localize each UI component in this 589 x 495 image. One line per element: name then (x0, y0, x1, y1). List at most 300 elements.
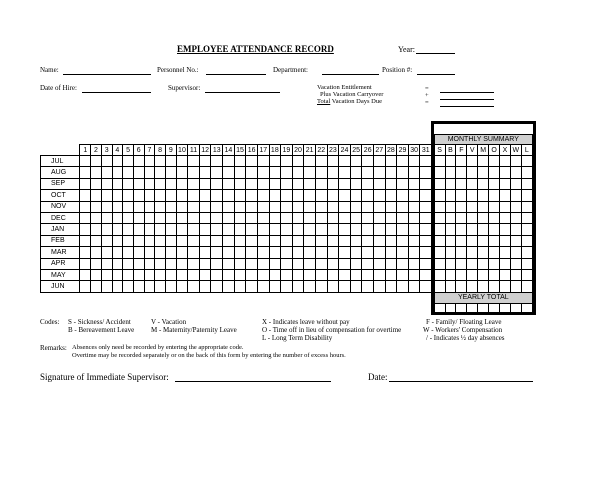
day-cell[interactable] (144, 247, 155, 258)
summary-cell[interactable] (510, 281, 521, 292)
day-cell[interactable] (223, 167, 235, 178)
day-cell[interactable] (350, 178, 362, 189)
day-cell[interactable] (362, 247, 374, 258)
day-cell[interactable] (91, 178, 102, 189)
day-cell[interactable] (281, 190, 293, 201)
day-cell[interactable] (257, 156, 269, 167)
summary-cell[interactable] (521, 281, 532, 292)
day-cell[interactable] (223, 281, 235, 292)
summary-cell[interactable] (499, 178, 510, 189)
summary-cell[interactable] (434, 224, 445, 235)
day-cell[interactable] (420, 201, 432, 212)
day-cell[interactable] (327, 269, 339, 280)
summary-cell[interactable] (510, 167, 521, 178)
day-cell[interactable] (246, 201, 258, 212)
day-cell[interactable] (199, 167, 211, 178)
day-cell[interactable] (101, 167, 112, 178)
day-cell[interactable] (91, 235, 102, 246)
summary-cell[interactable] (499, 190, 510, 201)
summary-cell[interactable] (521, 212, 532, 223)
day-cell[interactable] (362, 178, 374, 189)
hire-date-field[interactable] (82, 92, 151, 93)
day-cell[interactable] (350, 269, 362, 280)
day-cell[interactable] (155, 269, 166, 280)
day-cell[interactable] (234, 201, 246, 212)
day-cell[interactable] (199, 156, 211, 167)
day-cell[interactable] (133, 258, 144, 269)
day-cell[interactable] (144, 167, 155, 178)
department-field[interactable] (322, 74, 379, 75)
day-cell[interactable] (315, 178, 327, 189)
day-cell[interactable] (246, 235, 258, 246)
summary-cell[interactable] (456, 269, 467, 280)
day-cell[interactable] (257, 178, 269, 189)
day-cell[interactable] (420, 235, 432, 246)
day-cell[interactable] (155, 247, 166, 258)
day-cell[interactable] (385, 247, 397, 258)
summary-cell[interactable] (521, 235, 532, 246)
day-cell[interactable] (420, 269, 432, 280)
summary-cell[interactable] (467, 247, 478, 258)
summary-cell[interactable] (521, 178, 532, 189)
day-cell[interactable] (211, 258, 223, 269)
summary-cell[interactable] (456, 178, 467, 189)
day-cell[interactable] (420, 224, 432, 235)
day-cell[interactable] (211, 178, 223, 189)
day-cell[interactable] (133, 156, 144, 167)
day-cell[interactable] (246, 167, 258, 178)
day-cell[interactable] (246, 247, 258, 258)
day-cell[interactable] (397, 281, 409, 292)
day-cell[interactable] (211, 247, 223, 258)
day-cell[interactable] (176, 201, 188, 212)
day-cell[interactable] (281, 201, 293, 212)
day-cell[interactable] (269, 258, 281, 269)
day-cell[interactable] (420, 156, 432, 167)
day-cell[interactable] (374, 258, 386, 269)
summary-cell[interactable] (445, 201, 456, 212)
day-cell[interactable] (223, 201, 235, 212)
day-cell[interactable] (339, 235, 351, 246)
day-cell[interactable] (101, 156, 112, 167)
summary-cell[interactable] (499, 201, 510, 212)
summary-cell[interactable] (499, 281, 510, 292)
day-cell[interactable] (315, 190, 327, 201)
summary-cell[interactable] (510, 258, 521, 269)
day-cell[interactable] (123, 224, 134, 235)
day-cell[interactable] (155, 224, 166, 235)
day-cell[interactable] (327, 258, 339, 269)
day-cell[interactable] (304, 281, 316, 292)
summary-cell[interactable] (510, 190, 521, 201)
day-cell[interactable] (80, 178, 91, 189)
day-cell[interactable] (91, 269, 102, 280)
day-cell[interactable] (133, 235, 144, 246)
day-cell[interactable] (269, 201, 281, 212)
day-cell[interactable] (176, 156, 188, 167)
day-cell[interactable] (339, 269, 351, 280)
day-cell[interactable] (234, 247, 246, 258)
day-cell[interactable] (315, 156, 327, 167)
day-cell[interactable] (246, 281, 258, 292)
day-cell[interactable] (155, 258, 166, 269)
summary-cell[interactable] (445, 156, 456, 167)
day-cell[interactable] (101, 212, 112, 223)
position-field[interactable] (417, 74, 455, 75)
summary-cell[interactable] (489, 167, 500, 178)
summary-cell[interactable] (467, 190, 478, 201)
day-cell[interactable] (408, 156, 420, 167)
day-cell[interactable] (385, 178, 397, 189)
day-cell[interactable] (123, 258, 134, 269)
day-cell[interactable] (91, 167, 102, 178)
day-cell[interactable] (165, 247, 176, 258)
day-cell[interactable] (408, 201, 420, 212)
day-cell[interactable] (246, 269, 258, 280)
summary-cell[interactable] (510, 212, 521, 223)
day-cell[interactable] (155, 212, 166, 223)
day-cell[interactable] (408, 281, 420, 292)
summary-cell[interactable] (456, 258, 467, 269)
day-cell[interactable] (315, 212, 327, 223)
day-cell[interactable] (292, 190, 304, 201)
day-cell[interactable] (234, 190, 246, 201)
summary-cell[interactable] (510, 156, 521, 167)
day-cell[interactable] (350, 281, 362, 292)
day-cell[interactable] (257, 269, 269, 280)
day-cell[interactable] (374, 212, 386, 223)
day-cell[interactable] (123, 201, 134, 212)
summary-cell[interactable] (445, 167, 456, 178)
day-cell[interactable] (362, 156, 374, 167)
day-cell[interactable] (188, 178, 200, 189)
day-cell[interactable] (112, 201, 123, 212)
day-cell[interactable] (188, 247, 200, 258)
day-cell[interactable] (327, 178, 339, 189)
summary-cell[interactable] (489, 178, 500, 189)
day-cell[interactable] (374, 178, 386, 189)
day-cell[interactable] (144, 178, 155, 189)
day-cell[interactable] (315, 269, 327, 280)
day-cell[interactable] (155, 190, 166, 201)
personnel-field[interactable] (206, 74, 266, 75)
day-cell[interactable] (80, 224, 91, 235)
day-cell[interactable] (155, 178, 166, 189)
day-cell[interactable] (339, 190, 351, 201)
day-cell[interactable] (257, 212, 269, 223)
day-cell[interactable] (112, 190, 123, 201)
day-cell[interactable] (304, 269, 316, 280)
summary-cell[interactable] (434, 190, 445, 201)
day-cell[interactable] (397, 269, 409, 280)
day-cell[interactable] (257, 247, 269, 258)
day-cell[interactable] (112, 167, 123, 178)
day-cell[interactable] (420, 258, 432, 269)
day-cell[interactable] (133, 190, 144, 201)
day-cell[interactable] (374, 224, 386, 235)
day-cell[interactable] (199, 212, 211, 223)
summary-cell[interactable] (499, 224, 510, 235)
day-cell[interactable] (257, 167, 269, 178)
day-cell[interactable] (350, 201, 362, 212)
day-cell[interactable] (155, 156, 166, 167)
day-cell[interactable] (165, 235, 176, 246)
day-cell[interactable] (188, 167, 200, 178)
summary-cell[interactable] (467, 156, 478, 167)
day-cell[interactable] (101, 235, 112, 246)
day-cell[interactable] (211, 212, 223, 223)
summary-cell[interactable] (456, 201, 467, 212)
day-cell[interactable] (144, 224, 155, 235)
summary-cell[interactable] (456, 156, 467, 167)
summary-cell[interactable] (467, 201, 478, 212)
day-cell[interactable] (269, 178, 281, 189)
day-cell[interactable] (112, 178, 123, 189)
summary-cell[interactable] (499, 235, 510, 246)
day-cell[interactable] (420, 247, 432, 258)
day-cell[interactable] (385, 156, 397, 167)
day-cell[interactable] (362, 167, 374, 178)
summary-cell[interactable] (434, 258, 445, 269)
day-cell[interactable] (292, 178, 304, 189)
day-cell[interactable] (292, 281, 304, 292)
summary-cell[interactable] (434, 269, 445, 280)
day-cell[interactable] (188, 212, 200, 223)
summary-cell[interactable] (489, 235, 500, 246)
day-cell[interactable] (246, 224, 258, 235)
day-cell[interactable] (112, 224, 123, 235)
day-cell[interactable] (304, 224, 316, 235)
day-cell[interactable] (101, 201, 112, 212)
day-cell[interactable] (397, 258, 409, 269)
day-cell[interactable] (385, 190, 397, 201)
day-cell[interactable] (397, 212, 409, 223)
summary-cell[interactable] (445, 247, 456, 258)
summary-cell[interactable] (489, 269, 500, 280)
summary-cell[interactable] (434, 247, 445, 258)
yearly-total-cell[interactable] (499, 303, 510, 312)
vacation-total-field[interactable] (440, 106, 494, 107)
day-cell[interactable] (188, 235, 200, 246)
summary-cell[interactable] (445, 224, 456, 235)
yearly-total-cell[interactable] (521, 303, 532, 312)
day-cell[interactable] (339, 281, 351, 292)
day-cell[interactable] (339, 212, 351, 223)
day-cell[interactable] (281, 269, 293, 280)
day-cell[interactable] (292, 201, 304, 212)
day-cell[interactable] (362, 190, 374, 201)
day-cell[interactable] (281, 247, 293, 258)
summary-cell[interactable] (489, 212, 500, 223)
day-cell[interactable] (188, 201, 200, 212)
day-cell[interactable] (199, 190, 211, 201)
day-cell[interactable] (374, 235, 386, 246)
day-cell[interactable] (123, 190, 134, 201)
day-cell[interactable] (269, 224, 281, 235)
day-cell[interactable] (304, 201, 316, 212)
summary-cell[interactable] (456, 212, 467, 223)
summary-cell[interactable] (521, 258, 532, 269)
summary-cell[interactable] (489, 258, 500, 269)
day-cell[interactable] (315, 258, 327, 269)
day-cell[interactable] (123, 178, 134, 189)
day-cell[interactable] (408, 235, 420, 246)
day-cell[interactable] (362, 281, 374, 292)
day-cell[interactable] (234, 258, 246, 269)
supervisor-signature-field[interactable] (175, 381, 331, 382)
summary-cell[interactable] (478, 190, 489, 201)
day-cell[interactable] (112, 281, 123, 292)
summary-cell[interactable] (510, 247, 521, 258)
signature-date-field[interactable] (389, 381, 533, 382)
day-cell[interactable] (327, 235, 339, 246)
day-cell[interactable] (234, 281, 246, 292)
day-cell[interactable] (385, 167, 397, 178)
day-cell[interactable] (397, 190, 409, 201)
day-cell[interactable] (144, 281, 155, 292)
day-cell[interactable] (374, 247, 386, 258)
day-cell[interactable] (91, 201, 102, 212)
day-cell[interactable] (281, 258, 293, 269)
day-cell[interactable] (112, 156, 123, 167)
summary-cell[interactable] (489, 224, 500, 235)
day-cell[interactable] (339, 201, 351, 212)
day-cell[interactable] (234, 156, 246, 167)
day-cell[interactable] (91, 190, 102, 201)
summary-cell[interactable] (456, 167, 467, 178)
summary-cell[interactable] (478, 212, 489, 223)
summary-cell[interactable] (467, 167, 478, 178)
day-cell[interactable] (269, 212, 281, 223)
day-cell[interactable] (292, 247, 304, 258)
day-cell[interactable] (327, 212, 339, 223)
summary-cell[interactable] (521, 190, 532, 201)
summary-cell[interactable] (445, 258, 456, 269)
day-cell[interactable] (91, 156, 102, 167)
day-cell[interactable] (112, 235, 123, 246)
day-cell[interactable] (80, 281, 91, 292)
day-cell[interactable] (350, 224, 362, 235)
summary-cell[interactable] (521, 224, 532, 235)
day-cell[interactable] (339, 258, 351, 269)
summary-cell[interactable] (510, 178, 521, 189)
day-cell[interactable] (223, 235, 235, 246)
day-cell[interactable] (420, 281, 432, 292)
day-cell[interactable] (123, 167, 134, 178)
summary-cell[interactable] (499, 156, 510, 167)
day-cell[interactable] (420, 167, 432, 178)
yearly-total-cell[interactable] (478, 303, 489, 312)
day-cell[interactable] (374, 190, 386, 201)
summary-cell[interactable] (499, 212, 510, 223)
day-cell[interactable] (385, 258, 397, 269)
day-cell[interactable] (133, 178, 144, 189)
summary-cell[interactable] (434, 156, 445, 167)
summary-cell[interactable] (456, 247, 467, 258)
day-cell[interactable] (292, 224, 304, 235)
day-cell[interactable] (188, 269, 200, 280)
day-cell[interactable] (397, 224, 409, 235)
day-cell[interactable] (420, 178, 432, 189)
day-cell[interactable] (350, 212, 362, 223)
day-cell[interactable] (374, 269, 386, 280)
year-field[interactable] (416, 53, 455, 54)
day-cell[interactable] (281, 167, 293, 178)
day-cell[interactable] (327, 224, 339, 235)
day-cell[interactable] (144, 156, 155, 167)
day-cell[interactable] (304, 235, 316, 246)
day-cell[interactable] (211, 281, 223, 292)
vacation-carryover-field[interactable] (440, 99, 494, 100)
day-cell[interactable] (176, 212, 188, 223)
summary-cell[interactable] (510, 201, 521, 212)
day-cell[interactable] (144, 212, 155, 223)
day-cell[interactable] (269, 269, 281, 280)
summary-cell[interactable] (456, 281, 467, 292)
summary-cell[interactable] (521, 269, 532, 280)
day-cell[interactable] (350, 235, 362, 246)
day-cell[interactable] (176, 224, 188, 235)
summary-cell[interactable] (478, 224, 489, 235)
day-cell[interactable] (155, 281, 166, 292)
day-cell[interactable] (327, 156, 339, 167)
day-cell[interactable] (211, 224, 223, 235)
summary-cell[interactable] (478, 178, 489, 189)
day-cell[interactable] (176, 167, 188, 178)
day-cell[interactable] (234, 235, 246, 246)
day-cell[interactable] (155, 235, 166, 246)
day-cell[interactable] (199, 247, 211, 258)
day-cell[interactable] (339, 167, 351, 178)
day-cell[interactable] (246, 190, 258, 201)
summary-cell[interactable] (478, 269, 489, 280)
day-cell[interactable] (350, 247, 362, 258)
day-cell[interactable] (234, 212, 246, 223)
day-cell[interactable] (281, 156, 293, 167)
day-cell[interactable] (223, 247, 235, 258)
day-cell[interactable] (362, 224, 374, 235)
summary-cell[interactable] (445, 269, 456, 280)
yearly-total-cell[interactable] (467, 303, 478, 312)
day-cell[interactable] (420, 190, 432, 201)
day-cell[interactable] (223, 258, 235, 269)
day-cell[interactable] (223, 269, 235, 280)
summary-cell[interactable] (489, 201, 500, 212)
summary-cell[interactable] (510, 235, 521, 246)
summary-cell[interactable] (467, 224, 478, 235)
summary-cell[interactable] (467, 258, 478, 269)
day-cell[interactable] (211, 269, 223, 280)
summary-cell[interactable] (521, 247, 532, 258)
summary-cell[interactable] (489, 247, 500, 258)
summary-cell[interactable] (510, 269, 521, 280)
summary-cell[interactable] (445, 212, 456, 223)
day-cell[interactable] (165, 178, 176, 189)
day-cell[interactable] (223, 224, 235, 235)
day-cell[interactable] (123, 247, 134, 258)
day-cell[interactable] (199, 178, 211, 189)
day-cell[interactable] (188, 281, 200, 292)
summary-cell[interactable] (434, 212, 445, 223)
yearly-total-cell[interactable] (445, 303, 456, 312)
summary-cell[interactable] (521, 156, 532, 167)
summary-cell[interactable] (478, 201, 489, 212)
day-cell[interactable] (397, 167, 409, 178)
day-cell[interactable] (112, 212, 123, 223)
day-cell[interactable] (144, 235, 155, 246)
day-cell[interactable] (123, 235, 134, 246)
day-cell[interactable] (80, 212, 91, 223)
